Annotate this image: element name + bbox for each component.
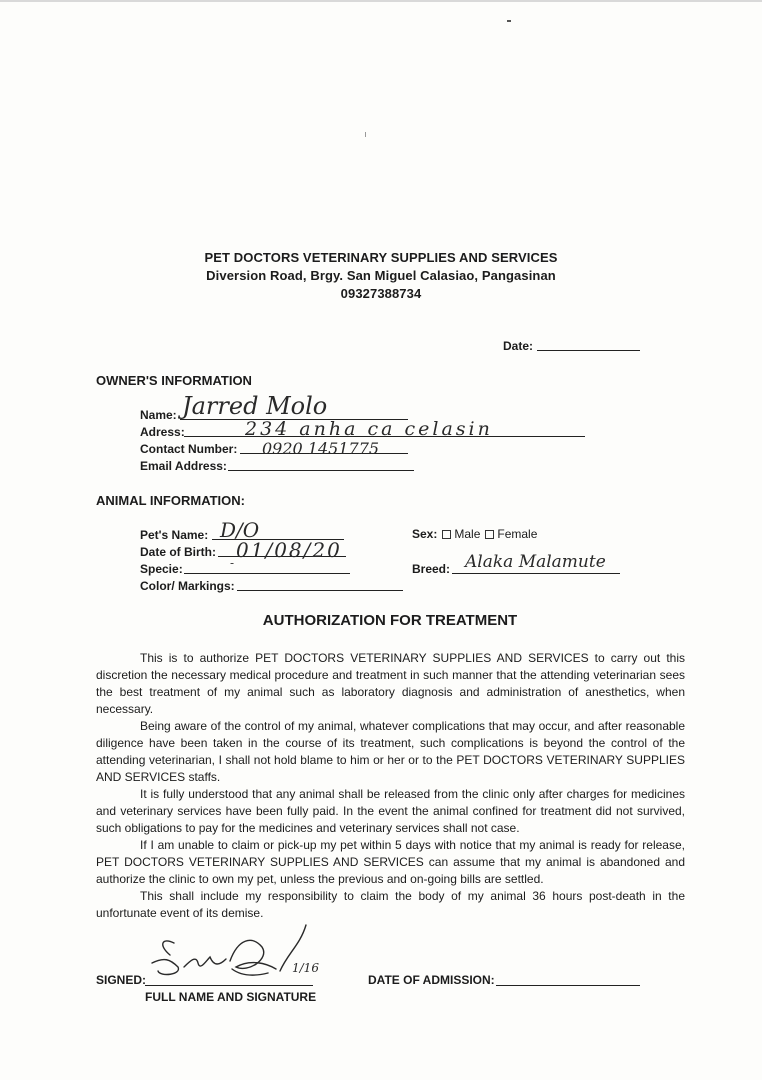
male-option-label: Male <box>454 527 481 541</box>
owner-address-label: Adress: <box>140 425 185 439</box>
authorization-paragraph: If I am unable to claim or pick-up my pet within 5 days with notice that my animal is ready for release, PET DOCTORS VETERINARY SUPPLIES AND SERVICES can assume that my animal is abandoned and authorize the clinic to own my pet, unless the previous and on-going bills are settled. <box>96 838 685 886</box>
specie-label: Specie: <box>140 562 183 576</box>
dob-handwriting: 01/08/20 <box>236 538 342 562</box>
breed-handwriting: Alaka Malamute <box>465 552 606 572</box>
female-option-label: Female <box>497 527 538 541</box>
male-checkbox[interactable] <box>442 530 451 539</box>
authorization-paragraph: This is to authorize PET DOCTORS VETERINARY SUPPLIES AND SERVICES to carry out this discretion the necessary medical procedure and treatment in such manner that the attending veterinarian sees the best treatment of my animal such as laboratory diagnosis and administration of anesthetics, when necessary. <box>96 651 685 716</box>
authorization-title: AUTHORIZATION FOR TREATMENT <box>262 612 518 629</box>
date-label: Date: <box>503 339 534 353</box>
signature-scribble <box>140 915 340 995</box>
email-address-label: Email Address: <box>140 459 227 473</box>
authorization-paragraph: This shall include my responsibility to claim the body of my animal 36 hours post-death in the unfortunate event of its demise. <box>96 889 685 920</box>
scan-speck <box>507 20 511 22</box>
animal-section-heading: ANIMAL INFORMATION: <box>96 493 245 508</box>
pet-name-handwriting: D/O <box>220 518 260 542</box>
breed-field[interactable] <box>452 573 620 574</box>
signature-caption: FULL NAME AND SIGNATURE <box>145 990 317 1004</box>
signature-date-handwriting: 1/16 <box>292 961 319 975</box>
specie-field[interactable] <box>184 573 350 574</box>
color-markings-field[interactable] <box>237 590 403 591</box>
dob-label: Date of Birth: <box>140 545 216 559</box>
scan-speck <box>365 132 366 137</box>
clinic-address: Diversion Road, Brgy. San Miguel Calasiao, Pangasinan <box>206 268 556 283</box>
scan-edge-line <box>0 0 762 2</box>
owner-section-heading: OWNER'S INFORMATION <box>96 373 252 388</box>
female-checkbox[interactable] <box>485 530 494 539</box>
date-of-admission-field[interactable] <box>496 985 640 986</box>
owner-address-handwriting: 234 anha ca celasin <box>245 418 493 440</box>
signed-label: SIGNED: <box>96 973 147 987</box>
authorization-paragraph: Being aware of the control of my animal, whatever complications that may occur, and after reasonable diligence have been taken in the course of its treatment, such complications is beyond the control of the attending veterinarian, I shall not hold blame to him or her or to the PET DOCTORS VETERINARY SUPPLIES AND SERVICES staffs. <box>96 719 685 784</box>
owner-name-label: Name: <box>140 408 177 422</box>
sex-label: Sex: <box>412 527 438 541</box>
clinic-phone: 09327388734 <box>340 286 422 301</box>
sex-field <box>412 527 537 541</box>
date-of-admission-label: DATE OF ADMISSION: <box>368 973 495 987</box>
breed-label: Breed: <box>412 562 451 576</box>
pet-name-label: Pet's Name: <box>140 528 209 542</box>
date-field[interactable] <box>537 350 640 351</box>
clinic-name: PET DOCTORS VETERINARY SUPPLIES AND SERVICES <box>204 250 558 265</box>
contact-number-label: Contact Number: <box>140 442 238 456</box>
authorization-body <box>96 650 685 922</box>
specie-handwriting: - <box>230 556 235 570</box>
authorization-paragraph: It is fully understood that any animal shall be released from the clinic only after charges for medicines and veterinary services have been fully paid. In the event the animal confined for treatment did not survived, such obligations to pay for the medicines and veterinary services shall not case. <box>96 787 685 835</box>
color-markings-label: Color/ Markings: <box>140 579 235 593</box>
contact-number-handwriting: 0920 1451775 <box>262 439 380 458</box>
owner-name-handwriting: Jarred Molo <box>182 392 328 420</box>
email-address-field[interactable] <box>228 470 414 471</box>
